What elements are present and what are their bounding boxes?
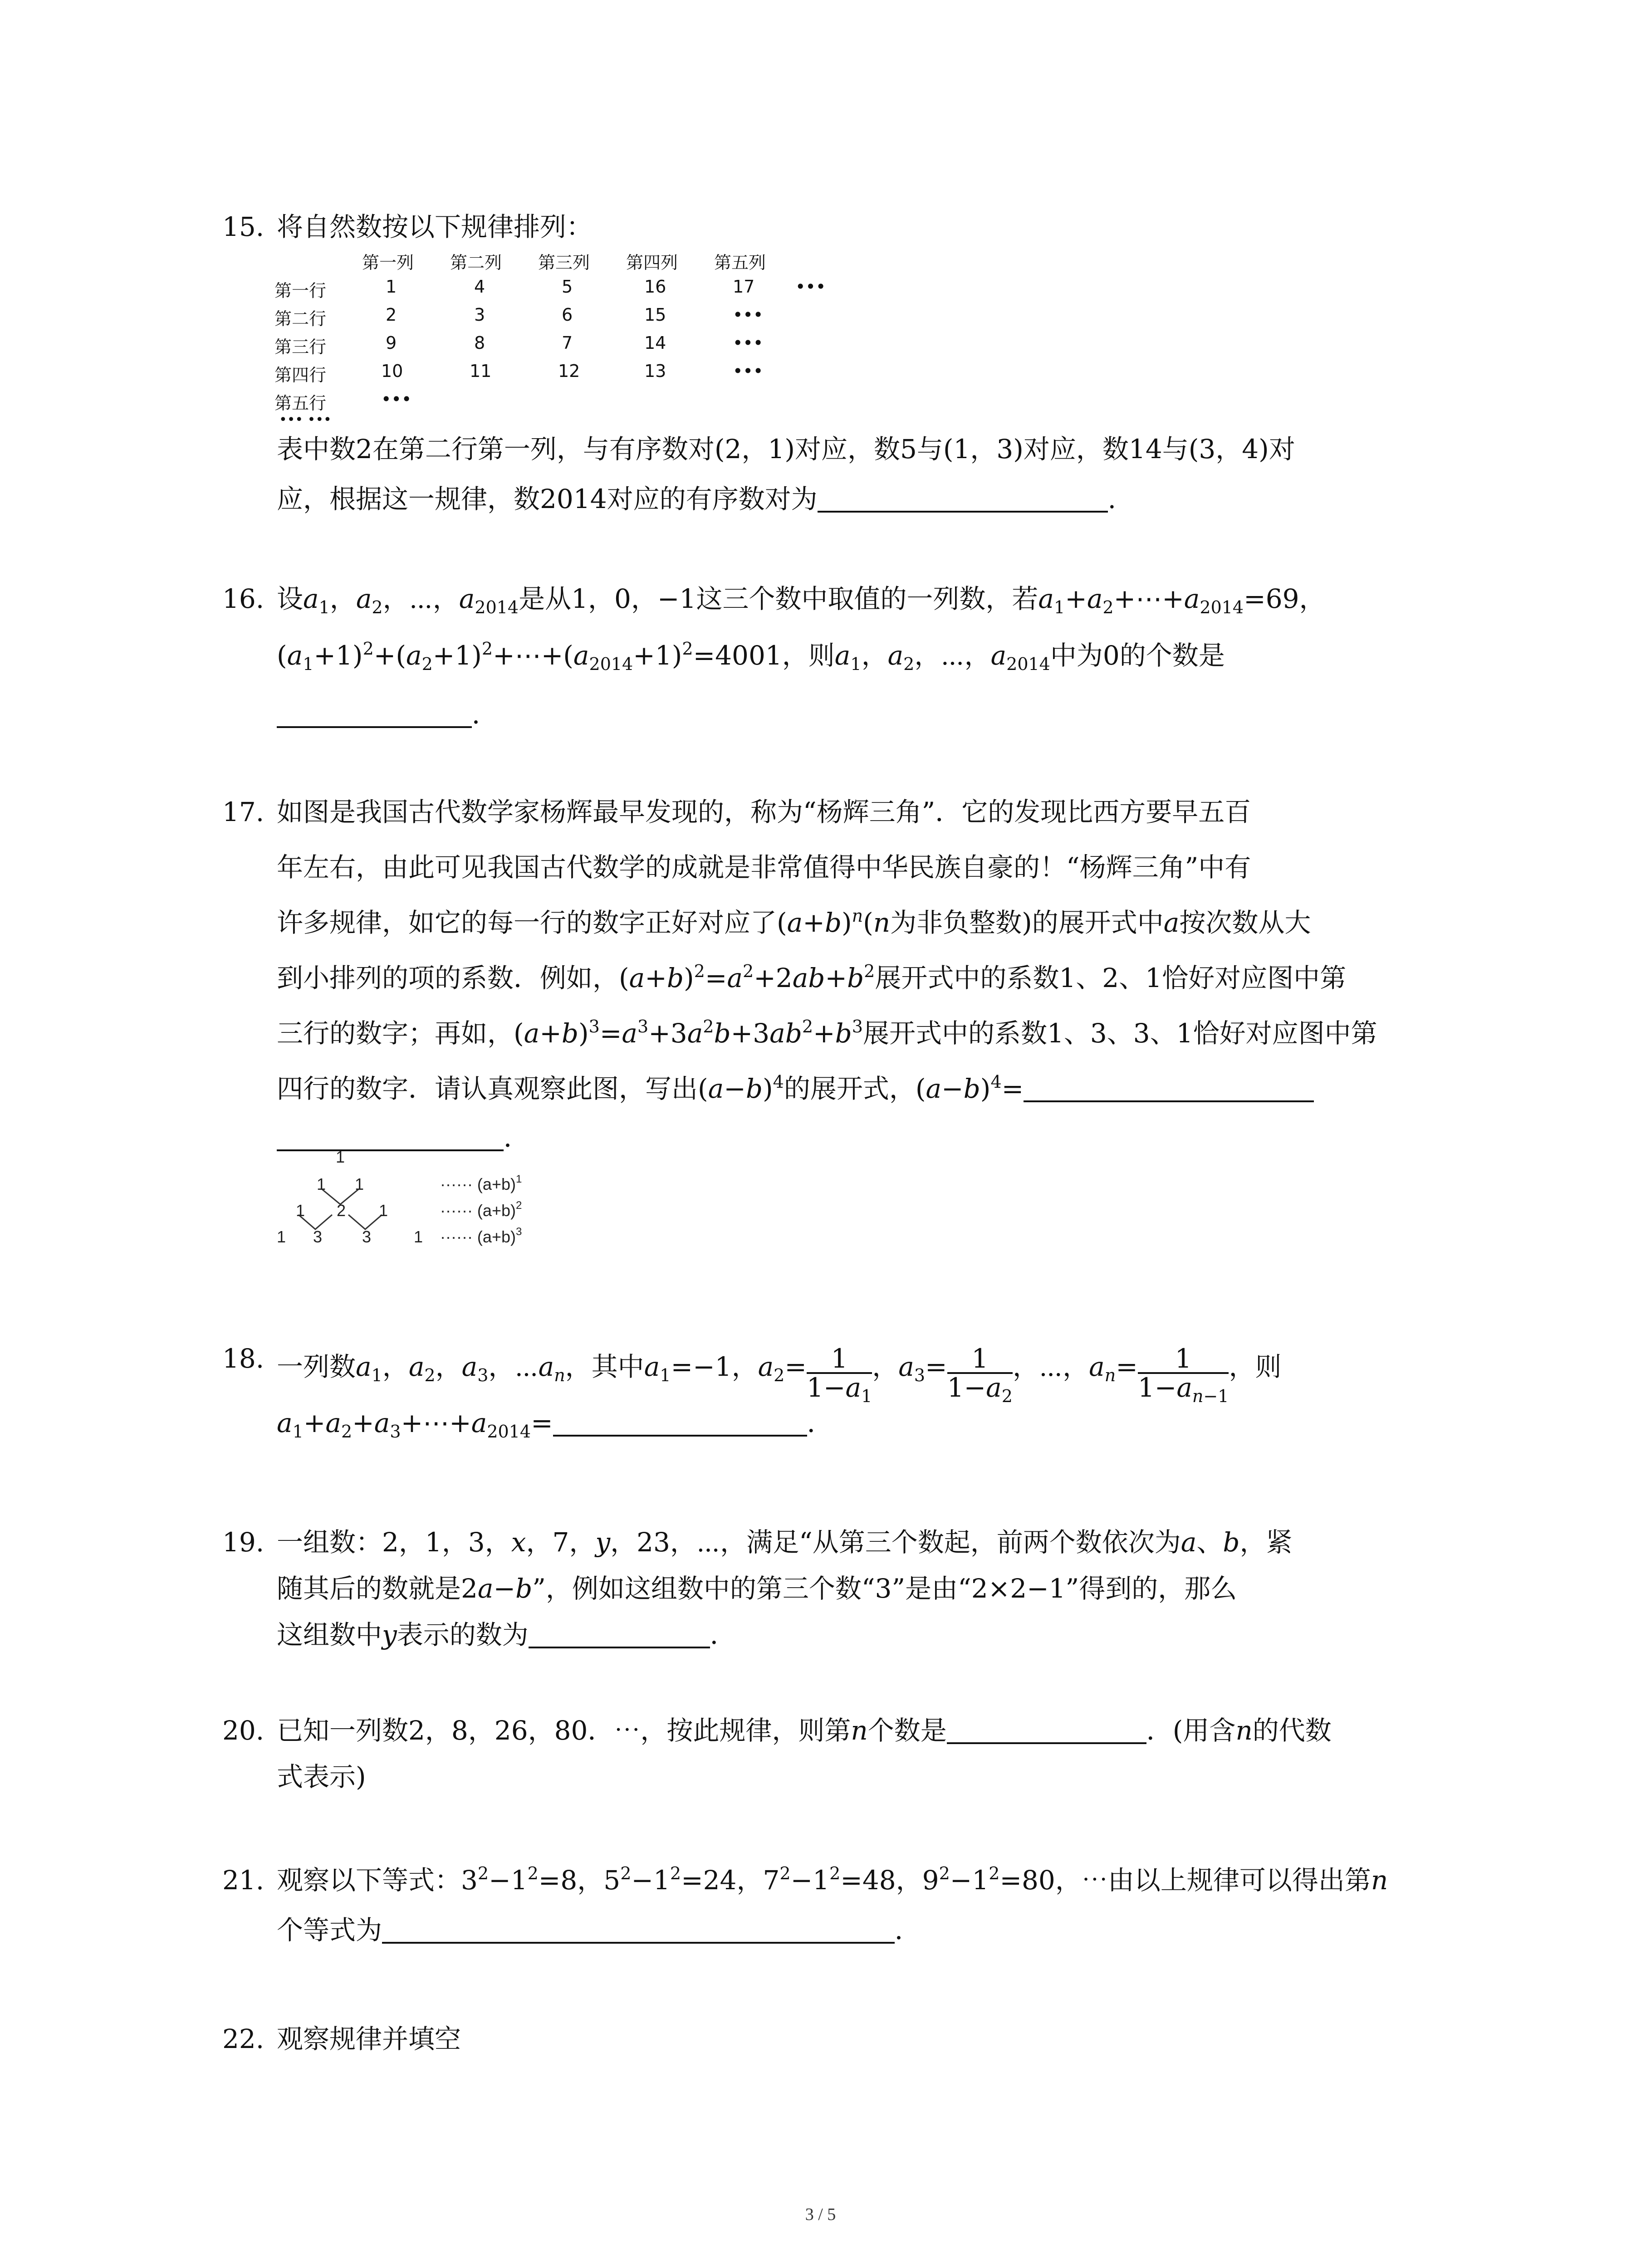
table-cell: 8 [474, 333, 485, 353]
column-header: 第一列 [362, 253, 414, 273]
column-header: 第四列 [626, 253, 678, 273]
question-text: 表中数2在第二行第一列，与有序数对(2，1)对应，数5与(1，3)对应，数14与(3，4)对 [277, 434, 1295, 464]
question-text: 一列数$a_1$，$a_2$，$a_3$，$\cdots a_n$，其中$a_1=-1$，$a_2=$ $\frac{1}{1-a_1}$ ，$a_3=$ $\frac{1}{1-a_2}$ ，⋯，$a_n=$ $\frac{1}{1-a_{n-1}}$ ，则 [277, 1343, 1282, 1406]
table-cell: 10 [381, 361, 403, 381]
table-cell: 15 [644, 305, 666, 325]
table-cell: 2 [386, 305, 397, 325]
triangle-number: 1 [317, 1175, 326, 1193]
answer-blank[interactable] [818, 487, 1108, 513]
triangle-number: 1 [336, 1148, 345, 1166]
table-cell: 9 [386, 333, 397, 353]
power-label: ······ $(a+b)^3$ [440, 1226, 522, 1246]
triangle-number: 1 [355, 1175, 364, 1193]
table-cell: ••• [733, 333, 764, 353]
question-number: 20. [222, 1715, 265, 1746]
triangle-number: 1 [296, 1201, 305, 1220]
question-text: 观察以下等式：$3^2-1^2=8$，$5^2-1^2=24$，$7^2-1^2=48$，$9^2-1^2=80$，⋯由以上规律可以得出第n [277, 1863, 1388, 1896]
triangle-number: 1 [414, 1227, 423, 1246]
triangle-number: 1 [379, 1201, 388, 1220]
question-text: 个等式为 ． [277, 1915, 921, 1945]
table-cell: 1 [386, 277, 397, 297]
question-text: $(a_1+1)^2+(a_2+1)^2+\cdots+(a_{2014}+1)^2=4001$，则$a_1$，$a_2$，⋯，$a_{2014}$中为0的个数是 [277, 639, 1225, 674]
table-cell: ••• [733, 361, 764, 381]
question-text: 许多规律，如它的每一行的数字正好对应了$(a+b)^n(n$为非负整数)的展开式中a按次数从大 [277, 906, 1311, 938]
question-text: 四行的数字．请认真观察此图，写出$(a-b)^4$的展开式，$(a-b)^4=$ [277, 1075, 1314, 1102]
table-cell: 4 [474, 277, 485, 297]
triangle-number: 3 [313, 1227, 323, 1246]
question-number: 17. [222, 797, 265, 827]
table-cell: 3 [474, 305, 485, 325]
triangle-number: 1 [277, 1227, 286, 1246]
column-header: 第二列 [450, 253, 502, 273]
table-cell: 6 [562, 305, 573, 325]
fraction: $\frac{1}{1-a_2}$ [947, 1343, 1013, 1406]
table-cell: ••• [795, 277, 826, 297]
row-label: 第二行 [274, 309, 327, 329]
question-text: 一组数：2，1，3，x，7，y，23，⋯，满足“从第三个数起，前两个数依次为a、b，紧 [277, 1527, 1293, 1558]
table-cell: 17 [733, 277, 755, 297]
row-label: 第四行 [274, 365, 327, 385]
table-cell: 14 [644, 333, 666, 353]
question-number: 16. [222, 583, 265, 614]
column-header: 第三列 [538, 253, 590, 273]
question-text: 应，根据这一规律，数2014对应的有序数对为 . [277, 484, 1117, 514]
question-text: 设$a_1$，$a_2$，⋯，$a_{2014}$是从1，0，−1这三个数中取值的一列数，若$a_1+a_2+\cdots+a_{2014}=69$， [277, 583, 1326, 617]
question-text: 随其后的数就是2a−b”，例如这组数中的第三个数“3”是由“2×2−1”得到的，那么 [277, 1573, 1237, 1604]
table-cell: 7 [562, 333, 573, 353]
question-number: 19. [222, 1527, 265, 1558]
power-label: ······ $(a+b)^1$ [440, 1173, 522, 1193]
fraction: $\frac{1}{1-a_{n-1}}$ [1137, 1343, 1229, 1406]
table-cell: 5 [562, 277, 573, 297]
page-number: 3 / 5 [805, 2205, 836, 2224]
answer-blank[interactable] [277, 703, 472, 728]
question-number: 21. [222, 1865, 265, 1896]
answer-blank[interactable] [947, 1719, 1146, 1744]
table-cell: ••• [733, 305, 764, 325]
question-text: ． [277, 701, 498, 728]
table-cell: 12 [558, 361, 580, 381]
column-header: 第五列 [714, 253, 766, 273]
question-text: 到小排列的项的系数．例如，$(a+b)^2=a^2+2ab+b^2$展开式中的系数1、2、1恰好对应图中第 [277, 961, 1347, 993]
question-text: 式表示) [277, 1761, 366, 1792]
question-text: 将自然数按以下规律排列： [277, 211, 593, 242]
answer-blank[interactable] [1024, 1077, 1314, 1102]
triangle-number: 3 [362, 1227, 372, 1246]
answer-blank[interactable] [529, 1623, 710, 1648]
answer-blank[interactable] [382, 1918, 895, 1944]
question-text: $a_1+a_2+a_3+\cdots+a_{2014}=$ ． [277, 1408, 833, 1442]
table-cell: 13 [644, 361, 666, 381]
answer-blank[interactable] [553, 1411, 807, 1437]
question-number: 22. [222, 2024, 265, 2054]
question-text: 年左右，由此可见我国古代数学的成就是非常值得中华民族自豪的！“杨辉三角”中有 [277, 852, 1251, 883]
table-cell: 16 [644, 277, 666, 297]
question-text: 这组数中y表示的数为 ． [277, 1619, 736, 1650]
question-text: ． [277, 1124, 530, 1151]
question-text: 已知一列数2，8，26，80．⋯，按此规律，则第n个数是 ．(用含n的代数 [277, 1715, 1332, 1746]
table-cell: ••• [381, 389, 412, 409]
table-cell: 11 [470, 361, 492, 381]
fraction: $\frac{1}{1-a_1}$ [806, 1343, 872, 1406]
table-ellipsis: ••• ••• [279, 412, 332, 428]
triangle-number: 2 [337, 1201, 346, 1220]
power-label: ······ $(a+b)^2$ [440, 1199, 522, 1220]
row-label: 第一行 [274, 281, 327, 301]
question-text: 如图是我国古代数学家杨辉最早发现的，称为“杨辉三角”．它的发现比西方要早五百 [277, 797, 1251, 827]
question-number: 15. [222, 211, 265, 242]
question-text: 观察规律并填空 [277, 2024, 461, 2054]
row-label: 第三行 [274, 337, 327, 357]
question-text: 三行的数字；再如，$(a+b)^3=a^3+3a^2b+3ab^2+b^3$展开式中的系数1、3、3、1恰好对应图中第 [277, 1017, 1377, 1049]
question-number: 18. [222, 1343, 265, 1374]
row-label: 第五行 [274, 393, 327, 413]
